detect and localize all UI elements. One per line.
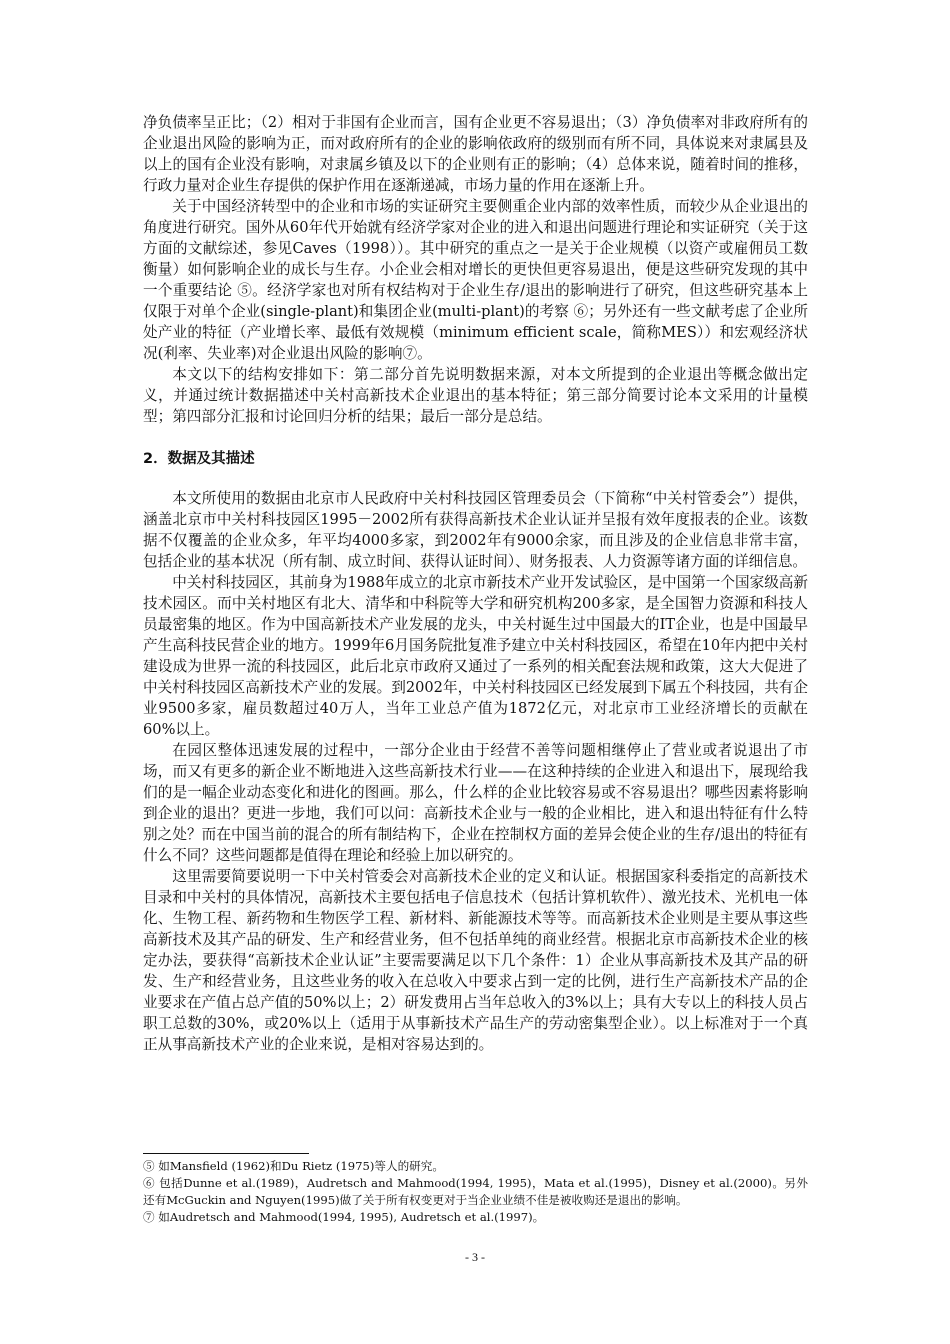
footnote-separator [143,1153,309,1154]
section-heading: 2．数据及其描述 [143,451,255,467]
footnote-5: ⑤ 如Mansfield (1962)和Du Rietz (1975)等人的研究。 [143,1159,444,1173]
paragraph-2: 关于中国经济转型中的企业和市场的实证研究主要侧重企业内部的效率性质，而较少从企业退出的角度进行研究。国外从60年代开始就有经济学家对企业的进入和退出问题进行理论和实证研究（关于这方面的文献综述，参见Caves（1998））。其中研究的重点之一是关于企业规模（以资产或雇佣员工数衡量）如何影响企业的成长与生存。小企业会相对增长的更快但更容易退出，便是这些研究发现的其中一个重要结论 ⑤。经济学家也对所有权结构对于企业生存/退出的影响进行了研究，但这些研究基本上仅限于对单个企业(single-plant)和集团企业(multi-plant)的考察 ⑥；另外还有一些文献考虑了企业所处产业的特征（产业增长率、最低有效规模（minimum efficient scale，简称MES））和宏观经济状况(利率、失业率)对企业退出风险的影响⑦。 [143,198,808,362]
paragraph-3: 本文以下的结构安排如下：第二部分首先说明数据来源，对本文所提到的企业退出等概念做出定义，并通过统计数据描述中关村高新技术企业退出的基本特征；第三部分简要讨论本文采用的计量模型；第四部分汇报和讨论回归分析的结果；最后一部分是总结。 [143,366,808,425]
paragraph-4: 本文所使用的数据由北京市人民政府中关村科技园区管理委员会（下简称“中关村管委会”）提供，涵盖北京市中关村科技园区1995－2002所有获得高新技术企业认证并呈报有效年度报表的企业。该数据不仅覆盖的企业众多，年平均4000多家，到2002年有9000余家，而且涉及的企业信息非常丰富，包括企业的基本状况（所有制、成立时间、获得认证时间）、财务报表、人力资源等诸方面的详细信息。 [143,490,808,570]
page-number: - 3 - [465,1250,485,1264]
paragraph-5: 中关村科技园区，其前身为1988年成立的北京市新技术产业开发试验区，是中国第一个国家级高新技术园区。而中关村地区有北大、清华和中科院等大学和研究机构200多家，是全国智力资源和科技人员最密集的地区。作为中国高新技术产业发展的龙头，中关村诞生过中国最大的IT企业，也是中国最早产生高科技民营企业的地方。1999年6月国务院批复准予建立中关村科技园区，希望在10年内把中关村建设成为世界一流的科技园区，此后北京市政府又通过了一系列的相关配套法规和政策，这大大促进了中关村科技园区高新技术产业的发展。到2002年，中关村科技园区已经发展到下属五个科技园，共有企业9500多家，雇员数超过40万人，当年工业总产值为1872亿元，对北京市工业经济增长的贡献在60%以上。 [143,574,808,738]
paragraph-1: 净负债率呈正比；（2）相对于非国有企业而言，国有企业更不容易退出；（3）净负债率对非政府所有的企业退出风险的影响为正，而对政府所有的企业的影响依政府的级别而有所不同，具体说来对隶属县及以上的国有企业没有影响，对隶属乡镇及以下的企业则有正的影响；（4）总体来说，随着时间的推移，行政力量对企业生存提供的保护作用在逐渐递减，市场力量的作用在逐渐上升。 [143,114,808,194]
footnote-6: ⑥ 包括Dunne et al.(1989)，Audretsch and Mahmood(1994, 1995)，Mata et al.(1995)，Disney et al.(2000)。另外还有McGuckin and Nguyen(1995)做了关于所有权变更对于当企业业绩不佳是被收购还是退出的影响。 [143,1176,808,1207]
footnotes [143,1158,808,1226]
paper-body [143,112,808,1055]
footnote-7: ⑦ 如Audretsch and Mahmood(1994, 1995), Audretsch et al.(1997)。 [143,1210,545,1224]
paragraph-6: 在园区整体迅速发展的过程中，一部分企业由于经营不善等问题相继停止了营业或者说退出了市场，而又有更多的新企业不断地进入这些高新技术行业——在这种持续的企业进入和退出下，展现给我们的是一幅企业动态变化和进化的图画。那么，什么样的企业比较容易或不容易退出？哪些因素将影响到企业的退出？更进一步地，我们可以问：高新技术企业与一般的企业相比，进入和退出特征有什么特别之处？而在中国当前的混合的所有制结构下，企业在控制权方面的差异会使企业的生存/退出的特征有什么不同？这些问题都是值得在理论和经验上加以研究的。 [143,742,808,864]
paragraph-7: 这里需要简要说明一下中关村管委会对高新技术企业的定义和认证。根据国家科委指定的高新技术目录和中关村的具体情况，高新技术主要包括电子信息技术（包括计算机软件）、激光技术、光机电一体化、生物工程、新药物和生物医学工程、新材料、新能源技术等等。而高新技术企业则是主要从事这些高新技术及其产品的研发、生产和经营业务，但不包括单纯的商业经营。根据北京市高新技术企业的核定办法，要获得“高新技术企业认证”主要需要满足以下几个条件：1）企业从事高新技术及其产品的研发、生产和经营业务，且这些业务的收入在总收入中要求占到一定的比例，进行生产高新技术产品的企业要求在产值占总产值的50%以上；2）研发费用占当年总收入的3%以上；具有大专以上的科技人员占职工总数的30%，或20%以上（适用于从事新技术产品生产的劳动密集型企业）。以上标准对于一个真正从事高新技术产业的企业来说，是相对容易达到的。 [143,868,808,1053]
